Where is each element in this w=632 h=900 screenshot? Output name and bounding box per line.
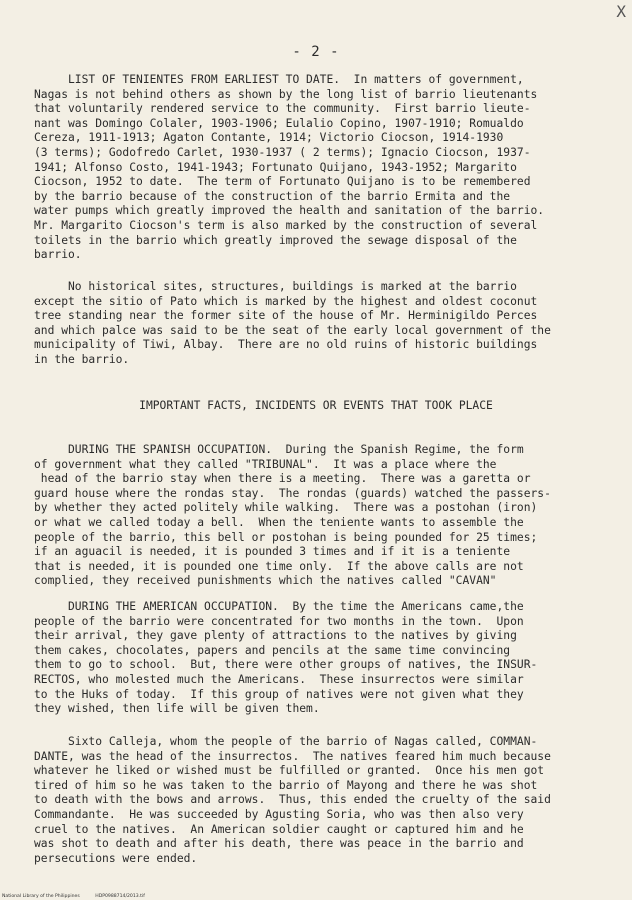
footer-file: HDP0988714/2013.tif [95, 894, 145, 899]
corner-mark: X [616, 2, 626, 21]
paragraph-historical-sites: No historical sites, structures, buildings is marked at the barrio except the sitio of Pato which is marked by the highest and oldest coconut tree standing near the former site of the house of Mr. Herminigildo Perces and which palce was said to be the seat of the early local government of the municipality of Tiwi, Albay. There are no old ruins of historic buildings in the barrio. [34, 280, 551, 366]
footer [2, 894, 159, 899]
page-number: - 2 - [292, 44, 340, 60]
section-heading: IMPORTANT FACTS, INCIDENTS OR EVENTS THAT TOOK PLACE [139, 399, 493, 412]
footer-library: National Library of the Philippines [2, 894, 80, 899]
paragraph-spanish-occupation: DURING THE SPANISH OCCUPATION. During the Spanish Regime, the form of government what they called "TRIBUNAL". It was a place where the head of the barrio stay when there is a meeting. There was a garetta or guard house where the rondas stay. The rondas (guards) watched the passers- by whether they acted politely while walking. There was a postohan (iron) or what we called today a bell. When the teniente wants to assemble the people of the barrio, this bell or postohan is being pounded for 25 times; if an aguacil is needed, it is pounded 3 times and if it is a teniente that is needed, it is pounded one time only. If the above calls are not complied, they received punishments which the natives called "CAVAN" [34, 443, 551, 588]
paragraph-tenientes: LIST OF TENIENTES FROM EARLIEST TO DATE. In matters of government, Nagas is not behind others as shown by the long list of barrio lieutenants that voluntarily rendered service to the community. First barrio lieute- nant was Domingo Colaler, 1903-1906; Eulalio Copino, 1907-1910; Romualdo Cereza, 1911-1913; Agaton Contante, 1914; Victorio Ciocson, 1914-1930 (3 terms); Godofredo Carlet, 1930-1937 ( 2 terms); Ignacio Ciocson, 1937- 1941; Alfonso Costo, 1941-1943; Fortunato Quijano, 1943-1952; Margarito Ciocson, 1952 to date. The term of Fortunato Quijano is to be remembered by the barrio because of the construction of the barrio Ermita and the water pumps which greatly improved the health and sanitation of the barrio. Mr. Margarito Ciocson's term is also marked by the construction of several toilets in the barrio which greatly improved the sewage disposal of the barrio. [34, 73, 545, 262]
paragraph-american-occupation: DURING THE AMERICAN OCCUPATION. By the time the Americans came,the people of the barrio were concentrated for two months in the town. Upon their arrival, they gave plenty of attractions to the natives by giving them cakes, chocolates, papers and pencils at the same time convincing them to go to school. But, there were other groups of natives, the INSUR- RECTOS, who molested much the Americans. These insurrectos were similar to the Huks of today. If this group of natives were not given what they they wished, then life will be given them. [34, 600, 538, 716]
paragraph-sixto-calleja: Sixto Calleja, whom the people of the barrio of Nagas called, COMMAN- DANTE, was the head of the insurrectos. The natives feared him much because whatever he liked or wished must be fulfilled or granted. Once his men got tired of him so he was taken to the barrio of Mayong and there he was shot to death with the bows and arrows. Thus, this ended the cruelty of the said Commandante. He was succeeded by Agusting Soria, who was then also very cruel to the natives. An American soldier caught or captured him and he was shot to death and after his death, there was peace in the barrio and persecutions were ended. [34, 735, 551, 865]
